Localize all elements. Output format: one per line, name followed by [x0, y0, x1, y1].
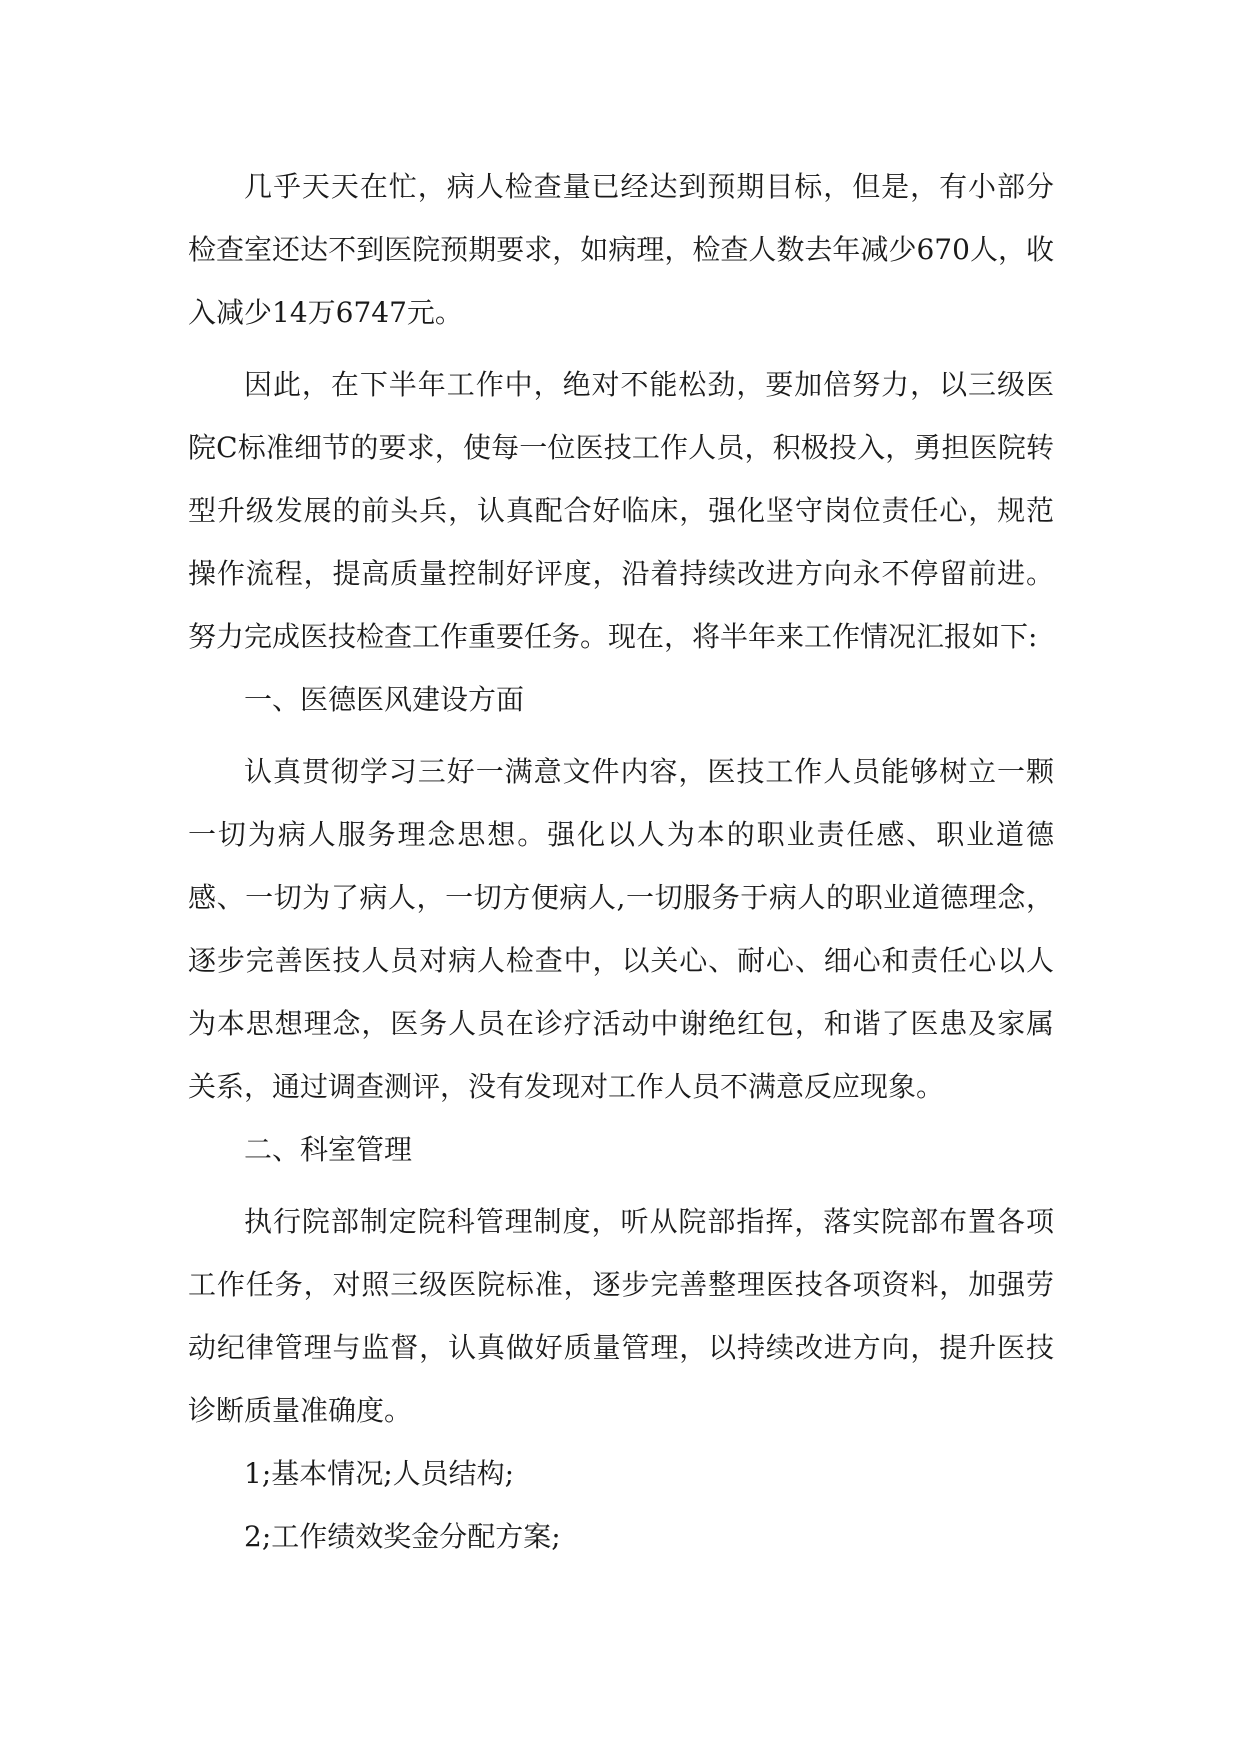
section-heading-ethics: 一、医德医风建设方面: [244, 683, 525, 716]
paragraph-management: 执行院部制定院科管理制度，听从院部指挥，落实院部布置各项工作任务，对照三级医院标准，逐步完善整理医技各项资料，加强劳动纪律管理与监督，认真做好质量管理，以持续改进方向，提升医技诊断质量准确度。: [188, 1205, 1054, 1427]
paragraph-plan: 因此，在下半年工作中，绝对不能松劲，要加倍努力，以三级医院C标准细节的要求，使每一位医技工作人员，积极投入，勇担医院转型升级发展的前头兵，认真配合好临床，强化坚守岗位责任心，规范操作流程，提高质量控制好评度，沿着持续改进方向永不停留前进。努力完成医技检查工作重要任务。现在，将半年来工作情况汇报如下:: [188, 368, 1054, 653]
document-body: [188, 155, 1054, 1568]
section-heading-management: 二、科室管理: [244, 1133, 413, 1166]
paragraph-ethics: 认真贯彻学习三好一满意文件内容，医技工作人员能够树立一颗一切为病人服务理念思想。强化以人为本的职业责任感、职业道德感、一切为了病人，一切方便病人,一切服务于病人的职业道德理念，逐步完善医技人员对病人检查中，以关心、耐心、细心和责任心以人为本思想理念，医务人员在诊疗活动中谢绝红包，和谐了医患及家属关系，通过调查测评，没有发现对工作人员不满意反应现象。: [188, 755, 1054, 1103]
paragraph-continuation: 几乎天天在忙，病人检查量已经达到预期目标，但是，有小部分检查室还达不到医院预期要求，如病理，检查人数去年减少670人，收入减少14万6747元。: [188, 170, 1054, 329]
list-item-basic-info: 1;基本情况;人员结构;: [244, 1457, 515, 1490]
list-item-bonus-plan: 2;工作绩效奖金分配方案;: [244, 1520, 561, 1553]
